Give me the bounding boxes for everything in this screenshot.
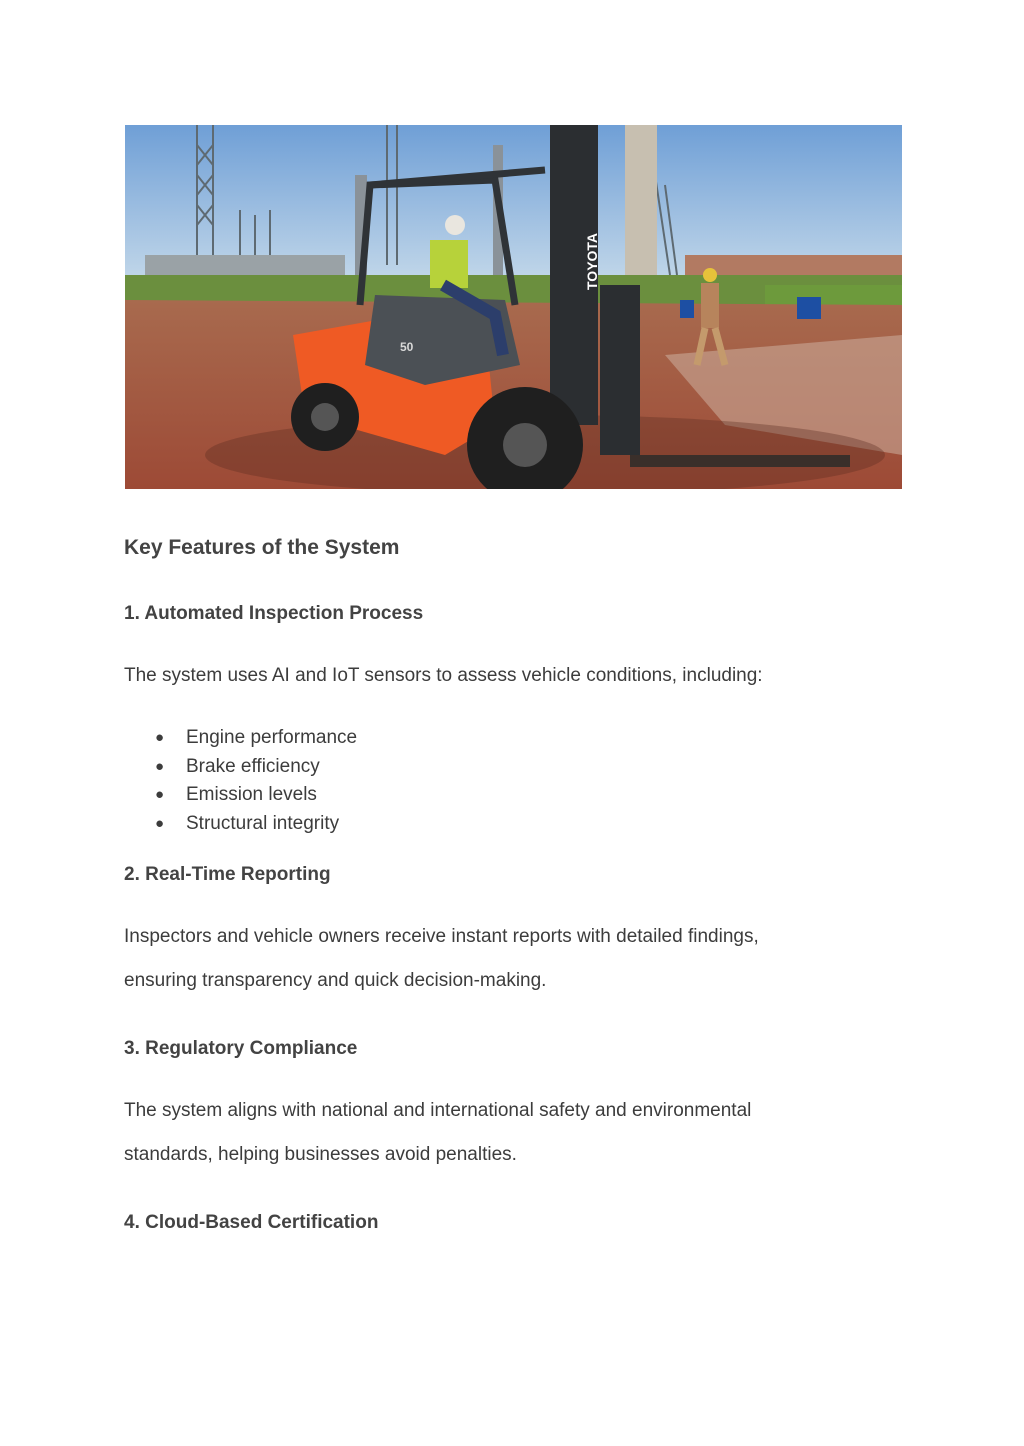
list-item bbox=[124, 724, 357, 753]
bullet-icon: ● bbox=[155, 729, 165, 746]
list-item-label: Emission levels bbox=[186, 784, 317, 806]
list-item bbox=[124, 810, 357, 839]
section-title-cloud-based-certification: 4. Cloud-Based Certification bbox=[124, 1212, 379, 1233]
list-item-label: Brake efficiency bbox=[186, 755, 320, 777]
bullet-icon: ● bbox=[155, 815, 165, 833]
forklift-model-label: 50 bbox=[400, 340, 414, 354]
section-paragraph-regulatory-compliance-line-2: standards, helping businesses avoid penalties. bbox=[124, 1144, 517, 1165]
section-paragraph-regulatory-compliance-line-1: The system aligns with national and international safety and environmental bbox=[124, 1100, 752, 1121]
list-item bbox=[124, 753, 357, 782]
inspection-conditions-list bbox=[124, 724, 357, 839]
section-paragraph-automated-inspection: The system uses AI and IoT sensors to assess vehicle conditions, including: bbox=[124, 665, 763, 686]
forklift-brand-label: TOYOTA bbox=[584, 232, 600, 290]
section-title-regulatory-compliance: 3. Regulatory Compliance bbox=[124, 1038, 358, 1059]
section-title-real-time-reporting: 2. Real-Time Reporting bbox=[124, 864, 331, 885]
list-item bbox=[124, 781, 357, 810]
list-item-label: Engine performance bbox=[186, 727, 358, 748]
forklift-photo bbox=[125, 125, 902, 489]
section-title-automated-inspection: 1. Automated Inspection Process bbox=[124, 603, 424, 624]
bullet-icon: ● bbox=[155, 786, 165, 804]
list-item-label: Structural integrity bbox=[186, 813, 340, 835]
forklift-photo-illustration bbox=[125, 125, 902, 489]
section-paragraph-real-time-reporting-line-2: ensuring transparency and quick decision-making. bbox=[124, 970, 547, 991]
page-heading: Key Features of the System bbox=[124, 536, 400, 559]
bullet-icon: ● bbox=[155, 757, 165, 775]
section-paragraph-real-time-reporting-line-1: Inspectors and vehicle owners receive instant reports with detailed findings, bbox=[124, 926, 759, 947]
